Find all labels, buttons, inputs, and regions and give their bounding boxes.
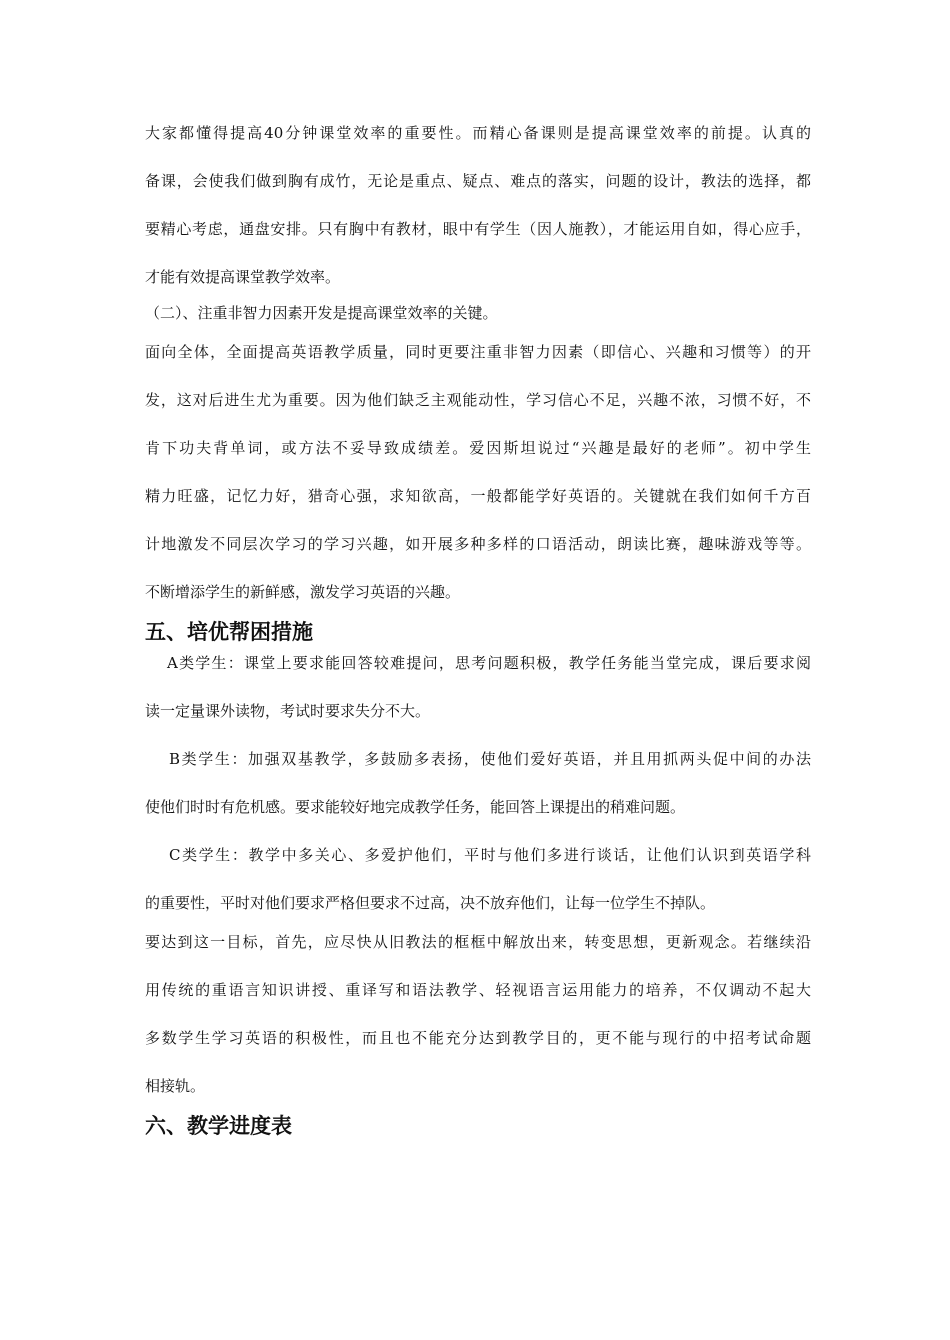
paragraph-line: 备课，会使我们做到胸有成竹，无论是重点、疑点、难点的落实，问题的设计，教法的选择，都 bbox=[145, 172, 811, 190]
paragraph-line: 要达到这一目标，首先，应尽快从旧教法的框框中解放出来，转变思想，更新观念。若继续沿 bbox=[145, 933, 811, 951]
paragraph-line: C类学生：教学中多关心、多爱护他们，平时与他们多进行谈话，让他们认识到英语学科 bbox=[169, 846, 811, 864]
paragraph-line: 肯下功夫背单词，或方法不妥导致成绩差。爱因斯坦说过“兴趣是最好的老师”。初中学生 bbox=[145, 439, 811, 457]
paragraph-line: 发，这对后进生尤为重要。因为他们缺乏主观能动性，学习信心不足，兴趣不浓，习惯不好，不 bbox=[145, 391, 811, 409]
paragraph-line: 面向全体，全面提高英语教学质量，同时更要注重非智力因素（即信心、兴趣和习惯等）的开 bbox=[145, 343, 811, 361]
section-heading-6: 六、教学进度表 bbox=[145, 1114, 292, 1138]
paragraph-line: 多数学生学习英语的积极性，而且也不能充分达到教学目的，更不能与现行的中招考试命题 bbox=[145, 1029, 811, 1047]
paragraph-line: 才能有效提高课堂教学效率。 bbox=[145, 268, 341, 286]
paragraph-line: 读一定量课外读物，考试时要求失分不大。 bbox=[145, 702, 431, 720]
section-heading-5: 五、培优帮困措施 bbox=[145, 620, 313, 644]
paragraph-line: A类学生：课堂上要求能回答较难提问，思考问题积极，教学任务能当堂完成，课后要求阅 bbox=[167, 654, 811, 672]
paragraph-line: 精力旺盛，记忆力好，猎奇心强，求知欲高，一般都能学好英语的。关键就在我们如何千方百 bbox=[145, 487, 811, 505]
paragraph-line: 不断增添学生的新鲜感，激发学习英语的兴趣。 bbox=[145, 583, 461, 601]
paragraph-line: 使他们时时有危机感。要求能较好地完成教学任务，能回答上课提出的稍难问题。 bbox=[145, 798, 686, 816]
paragraph-line: 大家都懂得提高40分钟课堂效率的重要性。而精心备课则是提高课堂效率的前提。认真的 bbox=[145, 124, 811, 142]
paragraph-line: 要精心考虑，通盘安排。只有胸中有教材，眼中有学生（因人施教），才能运用自如，得心应手， bbox=[145, 220, 811, 238]
document-page bbox=[145, 118, 811, 1142]
subheading-2: （二）、注重非智力因素开发是提高课堂效率的关键。 bbox=[145, 304, 498, 322]
paragraph-line: 计地激发不同层次学习的学习兴趣，如开展多种多样的口语活动，朗读比赛，趣味游戏等等。 bbox=[145, 535, 811, 553]
paragraph-line: 相接轨。 bbox=[145, 1077, 206, 1095]
paragraph-line: B类学生：加强双基教学，多鼓励多表扬，使他们爱好英语，并且用抓两头促中间的办法 bbox=[169, 750, 811, 768]
paragraph-line: 用传统的重语言知识讲授、重译写和语法教学、轻视语言运用能力的培养，不仅调动不起大 bbox=[145, 981, 811, 999]
paragraph-line: 的重要性，平时对他们要求严格但要求不过高，决不放弃他们，让每一位学生不掉队。 bbox=[145, 894, 716, 912]
